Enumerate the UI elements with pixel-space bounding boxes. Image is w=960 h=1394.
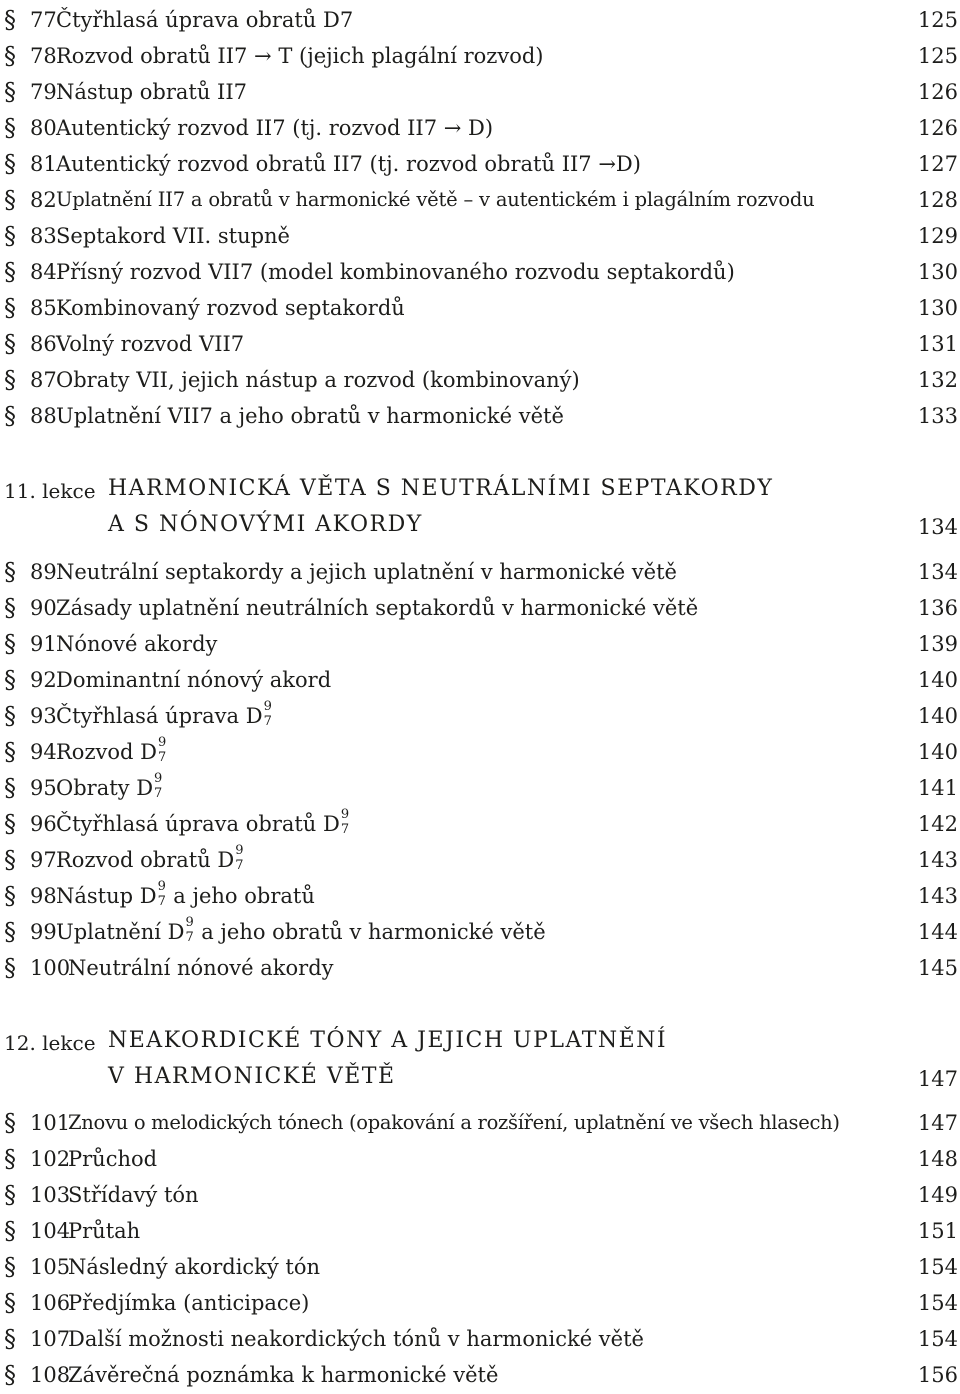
- entry-page: 140: [917, 740, 958, 764]
- entry-number: 93: [30, 704, 57, 728]
- entry-number: 108: [30, 1363, 71, 1387]
- entry-number: 77: [30, 8, 57, 32]
- section-mark: §: [4, 702, 16, 730]
- entry-number: 95: [30, 776, 57, 800]
- entry-title-text: Uplatnění D: [56, 920, 185, 944]
- section-mark: §: [4, 330, 16, 358]
- toc-entry-78: [0, 39, 960, 75]
- section-mark: §: [4, 114, 16, 142]
- section-mark: §: [4, 1361, 16, 1389]
- entry-page: 154: [917, 1327, 958, 1351]
- entry-title-text: Rozvod D: [56, 740, 157, 764]
- entry-number: 87: [30, 368, 57, 392]
- chord-subscript: 7: [185, 929, 194, 945]
- toc-entry-82: [0, 183, 960, 219]
- toc-entry-89: [0, 555, 960, 591]
- entry-title-text: Nástup D: [56, 884, 157, 908]
- entry-number: 92: [30, 668, 57, 692]
- entry-page: 140: [917, 704, 958, 728]
- entry-number: 80: [30, 116, 57, 140]
- toc-entry-95: [0, 771, 960, 807]
- entry-page: 149: [917, 1183, 958, 1207]
- chord-figure: [234, 842, 244, 874]
- chord-figure: [157, 734, 167, 766]
- section-mark: §: [4, 882, 16, 910]
- section-mark: §: [4, 558, 16, 586]
- section-mark: §: [4, 222, 16, 250]
- entry-title: Kombinovaný rozvod septakordů: [56, 296, 405, 320]
- toc-entry-108: [0, 1358, 960, 1394]
- toc-entry-81: [0, 147, 960, 183]
- section-mark: §: [4, 1109, 16, 1137]
- entry-title: Obraty VII, jejich nástup a rozvod (kombinovaný): [56, 368, 580, 392]
- entry-number: 94: [30, 740, 57, 764]
- entry-page: 132: [917, 368, 958, 392]
- toc-entry-99: [0, 915, 960, 951]
- chord-superscript: 9: [185, 914, 194, 930]
- entry-number: 85: [30, 296, 57, 320]
- entry-title: Závěrečná poznámka k harmonické větě: [68, 1363, 499, 1387]
- entry-title: Septakord VII. stupně: [56, 224, 290, 248]
- chord-figure: [340, 806, 350, 838]
- section-mark: §: [4, 42, 16, 70]
- entry-number: 81: [30, 152, 57, 176]
- entry-page: 148: [917, 1147, 958, 1171]
- chord-subscript: 7: [157, 749, 167, 765]
- entry-title: Dominantní nónový akord: [56, 668, 332, 692]
- chord-subscript: 7: [263, 713, 272, 729]
- entry-page: 130: [917, 260, 958, 284]
- entry-page: 143: [917, 884, 958, 908]
- toc-entry-90: [0, 591, 960, 627]
- toc-entry-85: [0, 291, 960, 327]
- entry-number: 91: [30, 632, 57, 656]
- entry-title: Neutrální septakordy a jejich uplatnění v harmonické větě: [56, 560, 677, 584]
- entry-page: 126: [917, 80, 958, 104]
- toc-entry-77: [0, 3, 960, 39]
- entry-title: Předjímka (anticipace): [68, 1291, 310, 1315]
- toc-entry-80: [0, 111, 960, 147]
- entry-page: 127: [917, 152, 958, 176]
- entry-title: Uplatnění II7 a obratů v harmonické větě – v autentickém i plagálním rozvodu: [56, 188, 815, 211]
- entry-page: 134: [917, 560, 958, 584]
- entry-number: 86: [30, 332, 57, 356]
- lesson-11-heading-cont: [0, 510, 960, 546]
- entry-title-text: Rozvod obratů D: [56, 848, 235, 872]
- entry-title: Autentický rozvod II7 (tj. rozvod II7 → D): [56, 116, 494, 140]
- section-mark: §: [4, 1253, 16, 1281]
- chord-figure: [263, 698, 273, 730]
- section-mark: §: [4, 1217, 16, 1245]
- entry-title: [56, 734, 167, 767]
- lesson-11-heading: [0, 474, 960, 510]
- entry-page: 139: [917, 632, 958, 656]
- toc-entry-101: [0, 1106, 960, 1142]
- entry-title: Další možnosti neakordických tónů v harmonické větě: [68, 1327, 644, 1351]
- entry-title: [56, 878, 315, 911]
- entry-number: 97: [30, 848, 57, 872]
- entry-title: Průtah: [68, 1219, 141, 1243]
- lesson-title-line2: V HARMONICKÉ VĚTĚ: [108, 1064, 396, 1089]
- entry-page: 126: [917, 116, 958, 140]
- lesson-12-heading: [0, 1026, 960, 1062]
- toc-entry-107: [0, 1322, 960, 1358]
- entry-number: 82: [30, 188, 57, 212]
- entry-title: [56, 698, 273, 731]
- entry-page: 154: [917, 1291, 958, 1315]
- entry-number: 83: [30, 224, 57, 248]
- entry-title: [56, 770, 163, 803]
- entry-number: 102: [30, 1147, 71, 1171]
- section-mark: §: [4, 774, 16, 802]
- entry-page: 141: [917, 776, 958, 800]
- lesson-label: 11. lekce: [4, 479, 96, 503]
- section-mark: §: [4, 1181, 16, 1209]
- toc-entry-96: [0, 807, 960, 843]
- toc-entry-98: [0, 879, 960, 915]
- lesson-page: 147: [917, 1067, 958, 1091]
- section-mark: §: [4, 630, 16, 658]
- entry-page: 147: [917, 1111, 958, 1135]
- entry-title: Znovu o melodických tónech (opakování a rozšíření, uplatnění ve všech hlasech): [68, 1111, 840, 1134]
- section-mark: §: [4, 402, 16, 430]
- entry-page: 156: [917, 1363, 958, 1387]
- toc-entry-87: [0, 363, 960, 399]
- entry-title: [56, 842, 244, 875]
- entry-page: 128: [917, 188, 958, 212]
- toc-entry-97: [0, 843, 960, 879]
- entry-number: 107: [30, 1327, 71, 1351]
- section-mark: §: [4, 954, 16, 982]
- entry-title: Volný rozvod VII7: [56, 332, 245, 356]
- entry-title: Uplatnění VII7 a jeho obratů v harmonické větě: [56, 404, 564, 428]
- toc-entry-102: [0, 1142, 960, 1178]
- chord-subscript: 7: [340, 821, 350, 837]
- entry-title: Následný akordický tón: [68, 1255, 321, 1279]
- entry-number: 79: [30, 80, 57, 104]
- section-mark: §: [4, 294, 16, 322]
- entry-title-text: Obraty D: [56, 776, 154, 800]
- entry-page: 133: [917, 404, 958, 428]
- entry-number: 103: [30, 1183, 71, 1207]
- entry-number: 106: [30, 1291, 71, 1315]
- section-mark: §: [4, 258, 16, 286]
- section-mark: §: [4, 1289, 16, 1317]
- entry-title-rest: a jeho obratů v harmonické větě: [194, 920, 546, 944]
- entry-title: Průchod: [68, 1147, 158, 1171]
- lesson-title-line1: NEAKORDICKÉ TÓNY A JEJICH UPLATNĚNÍ: [108, 1028, 668, 1053]
- section-mark: §: [4, 918, 16, 946]
- entry-number: 88: [30, 404, 57, 428]
- toc-entry-104: [0, 1214, 960, 1250]
- entry-page: 144: [917, 920, 958, 944]
- section-mark: §: [4, 78, 16, 106]
- entry-number: 98: [30, 884, 57, 908]
- section-mark: §: [4, 1325, 16, 1353]
- entry-title: Nónové akordy: [56, 632, 218, 656]
- toc-entry-106: [0, 1286, 960, 1322]
- entry-number: 99: [30, 920, 57, 944]
- chord-superscript: 9: [340, 806, 350, 822]
- toc-entry-91: [0, 627, 960, 663]
- chord-figure: [153, 770, 163, 802]
- entry-page: 130: [917, 296, 958, 320]
- section-mark: §: [4, 366, 16, 394]
- toc-entry-88: [0, 399, 960, 435]
- lesson-12-heading-cont: [0, 1062, 960, 1098]
- entry-title-rest: a jeho obratů: [166, 884, 315, 908]
- entry-number: 101: [30, 1111, 71, 1135]
- entry-number: 90: [30, 596, 57, 620]
- entry-page: 151: [917, 1219, 958, 1243]
- entry-number: 84: [30, 260, 57, 284]
- chord-superscript: 9: [235, 842, 244, 858]
- entry-title: Střídavý tón: [68, 1183, 199, 1207]
- entry-title-text: Čtyřhlasá úprava obratů D: [56, 812, 340, 836]
- entry-title: Rozvod obratů II7 → T (jejich plagální rozvod): [56, 44, 544, 68]
- entry-title: Čtyřhlasá úprava obratů D7: [56, 8, 354, 32]
- entry-title: Přísný rozvod VII7 (model kombinovaného rozvodu septakordů): [56, 260, 735, 284]
- chord-subscript: 7: [154, 785, 163, 801]
- entry-number: 78: [30, 44, 57, 68]
- toc-entry-100: [0, 951, 960, 987]
- entry-title: [56, 914, 546, 947]
- entry-number: 104: [30, 1219, 71, 1243]
- section-mark: §: [4, 594, 16, 622]
- entry-title: Autentický rozvod obratů II7 (tj. rozvod obratů II7 →D): [56, 152, 641, 176]
- entry-page: 143: [917, 848, 958, 872]
- entry-page: 125: [917, 44, 958, 68]
- entry-title: Neutrální nónové akordy: [68, 956, 334, 980]
- section-mark: §: [4, 738, 16, 766]
- lesson-title-line2: A S NÓNOVÝMI AKORDY: [108, 512, 423, 537]
- entry-title: Zásady uplatnění neutrálních septakordů v harmonické větě: [56, 596, 699, 620]
- entry-number: 100: [30, 956, 71, 980]
- chord-figure: [185, 914, 195, 946]
- entry-title: Nástup obratů II7: [56, 80, 247, 104]
- section-mark: §: [4, 186, 16, 214]
- entry-number: 89: [30, 560, 57, 584]
- section-mark: §: [4, 6, 16, 34]
- lesson-title-line1: HARMONICKÁ VĚTA S NEUTRÁLNÍMI SEPTAKORDY: [108, 476, 774, 501]
- entry-page: 129: [917, 224, 958, 248]
- toc-entry-94: [0, 735, 960, 771]
- toc-entry-86: [0, 327, 960, 363]
- entry-page: 131: [917, 332, 958, 356]
- entry-page: 125: [917, 8, 958, 32]
- section-mark: §: [4, 810, 16, 838]
- chord-subscript: 7: [157, 893, 166, 909]
- toc-entry-83: [0, 219, 960, 255]
- entry-page: 142: [917, 812, 958, 836]
- entry-page: 154: [917, 1255, 958, 1279]
- section-mark: §: [4, 666, 16, 694]
- toc-entry-92: [0, 663, 960, 699]
- section-mark: §: [4, 846, 16, 874]
- entry-page: 136: [917, 596, 958, 620]
- chord-superscript: 9: [157, 878, 166, 894]
- chord-superscript: 9: [157, 734, 167, 750]
- chord-figure: [157, 878, 167, 910]
- section-mark: §: [4, 1145, 16, 1173]
- entry-page: 145: [917, 956, 958, 980]
- toc-entry-79: [0, 75, 960, 111]
- entry-number: 96: [30, 812, 57, 836]
- chord-subscript: 7: [235, 857, 244, 873]
- entry-page: 140: [917, 668, 958, 692]
- toc-entry-84: [0, 255, 960, 291]
- lesson-page: 134: [917, 515, 958, 539]
- entry-title: [56, 806, 350, 839]
- section-mark: §: [4, 150, 16, 178]
- toc-entry-105: [0, 1250, 960, 1286]
- entry-number: 105: [30, 1255, 71, 1279]
- toc-entry-93: [0, 699, 960, 735]
- entry-title-text: Čtyřhlasá úprava D: [56, 704, 263, 728]
- chord-superscript: 9: [263, 698, 272, 714]
- lesson-label: 12. lekce: [4, 1031, 96, 1055]
- chord-superscript: 9: [154, 770, 163, 786]
- toc-entry-103: [0, 1178, 960, 1214]
